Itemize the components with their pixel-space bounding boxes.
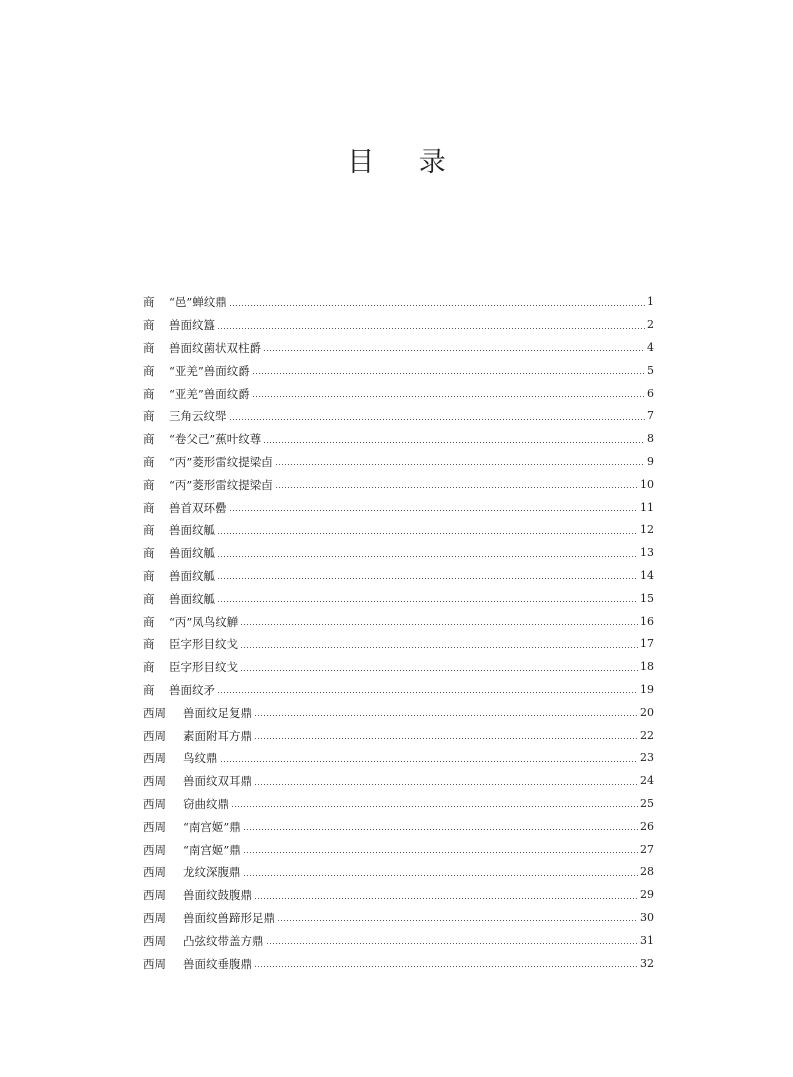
toc-entry-title: 鸟纹鼎 [183,751,218,766]
toc-entry-dynasty: 西周 [143,705,166,720]
toc-entry-title: 兽面纹菌状双柱爵 [169,340,261,355]
toc-entry [143,519,654,542]
toc-entry [143,337,654,360]
toc-entry-dynasty: 商 [143,660,155,675]
toc-entry-dynasty: 商 [143,432,155,447]
dot-leader [217,533,638,534]
toc-entry-page-number: 9 [647,454,654,468]
toc-entry-title: 兽面纹觚 [169,591,215,606]
toc-entry-page-number: 1 [647,295,654,309]
toc-entry-title: “邑”蝉纹鼎 [169,295,227,310]
toc-entry-title: “丙”凤鸟纹觯 [169,614,239,629]
toc-entry [143,405,654,428]
toc-entry-dynasty: 商 [143,591,155,606]
toc-entry-page-number: 2 [647,318,654,332]
toc-entry [143,724,654,747]
toc-entry [143,473,654,496]
dot-leader [217,328,645,329]
toc-entry-dynasty: 西周 [143,888,166,903]
toc-entry-page-number: 31 [640,933,654,947]
dot-leader [231,806,638,807]
toc-entry [143,291,654,314]
toc-entry-title: 三角云纹斝 [169,409,227,424]
toc-entry-title: 兽面纹觚 [169,546,215,561]
dot-leader [229,419,646,420]
toc-entry-dynasty: 西周 [143,774,166,789]
toc-entry-page-number: 23 [640,751,654,765]
toc-entry-title: 兽面纹双耳鼎 [183,774,252,789]
toc-entry-dynasty: 西周 [143,842,166,857]
toc-entry-title: 凸弦纹带盖方鼎 [183,933,264,948]
page-title: 目 录 [347,147,464,178]
toc-entry-title: 兽面纹簋 [169,318,215,333]
toc-entry-dynasty: 商 [143,637,155,652]
dot-leader [217,556,638,557]
toc-entry-title: “卷父己”蕉叶纹尊 [169,432,262,447]
toc-entry-title: 兽面纹觚 [169,523,215,538]
toc-entry-dynasty: 西周 [143,728,166,743]
toc-entry-page-number: 27 [640,842,654,856]
toc-entry-page-number: 18 [640,660,654,674]
toc-entry-dynasty: 西周 [143,819,166,834]
dot-leader [217,578,638,579]
toc-entry-title: 兽面纹足复鼎 [183,705,252,720]
toc-entry-page-number: 8 [647,432,654,446]
dot-leader [243,875,639,876]
toc-entry [143,838,654,861]
toc-entry-dynasty: 西周 [143,796,166,811]
dot-leader [266,943,639,944]
toc-entry-page-number: 29 [640,888,654,902]
toc-entry [143,884,654,907]
toc-entry-title: 龙纹深腹鼎 [183,865,241,880]
toc-entry-page-number: 5 [647,363,654,377]
dot-leader [254,784,638,785]
toc-entry-page-number: 16 [640,614,654,628]
toc-entry-title: 兽面纹鼓腹鼎 [183,888,252,903]
toc-entry-title: 兽面纹垂腹鼎 [183,956,252,971]
toc-entry-dynasty: 商 [143,614,155,629]
toc-entry-page-number: 26 [640,819,654,833]
dot-leader [220,761,639,762]
toc-entry-title: “亚羌”兽面纹爵 [169,386,250,401]
toc-entry [143,610,654,633]
toc-entry-page-number: 11 [640,500,654,514]
dot-leader [240,647,638,648]
toc-entry-dynasty: 商 [143,682,155,697]
toc-entry [143,587,654,610]
dot-leader [229,305,645,306]
dot-leader [254,966,638,967]
toc-entry-page-number: 19 [640,682,654,696]
toc-entry-page-number: 10 [640,477,654,491]
toc-entry [143,770,654,793]
toc-entry-page-number: 28 [640,865,654,879]
toc-entry [143,815,654,838]
dot-leader [254,738,638,739]
toc-entry-dynasty: 商 [143,409,155,424]
toc-entry [143,314,654,337]
toc-entry-title: 兽面纹觚 [169,568,215,583]
toc-entry-page-number: 30 [640,910,654,924]
toc-entry [143,542,654,565]
toc-entry-title: “南宫姬”鼎 [183,819,241,834]
toc-entry-dynasty: 商 [143,340,155,355]
toc-entry-page-number: 25 [640,796,654,810]
toc-entry [143,679,654,702]
toc-entry-page-number: 12 [640,523,654,537]
dot-leader [243,852,638,853]
toc-entry [143,451,654,474]
toc-entry-page-number: 4 [647,340,654,354]
toc-entry [143,656,654,679]
toc-entry-title: 素面附耳方鼎 [183,728,252,743]
toc-entry [143,861,654,884]
toc-entry [143,701,654,724]
toc-entry-dynasty: 商 [143,568,155,583]
toc-entry-dynasty: 商 [143,318,155,333]
toc-entry [143,929,654,952]
dot-leader [277,920,638,921]
dot-leader [252,396,645,397]
toc-entry [143,359,654,382]
dot-leader [275,487,638,488]
toc-entry-title: “丙”菱形雷纹提梁卣 [169,454,273,469]
toc-entry-dynasty: 商 [143,477,155,492]
toc-entry [143,747,654,770]
toc-entry-title: 兽首双环罍 [169,500,227,515]
toc-entry-title: “丙”菱形雷纹提梁卣 [169,477,273,492]
toc-entry-dynasty: 商 [143,386,155,401]
dot-leader [217,601,638,602]
toc-entry-dynasty: 商 [143,454,155,469]
toc-entry-title: “南宫姬”鼎 [183,842,241,857]
toc-entry-dynasty: 西周 [143,933,166,948]
toc-entry-title: 臣字形目纹戈 [169,660,238,675]
dot-leader [254,898,638,899]
dot-leader [240,624,638,625]
dot-leader [229,510,639,511]
toc-entry-dynasty: 商 [143,295,155,310]
toc-entry [143,565,654,588]
toc-entry-title: “亚羌”兽面纹爵 [169,363,250,378]
toc-entry-page-number: 32 [640,956,654,970]
toc-entry [143,793,654,816]
toc-entry-page-number: 15 [640,591,654,605]
toc-entry-page-number: 6 [647,386,654,400]
toc-entry-dynasty: 西周 [143,751,166,766]
dot-leader [217,692,638,693]
dot-leader [275,464,645,465]
table-of-contents [143,291,654,975]
toc-entry [143,633,654,656]
toc-entry-page-number: 20 [640,705,654,719]
toc-entry-title: 窃曲纹鼎 [183,796,229,811]
toc-entry-title: 臣字形目纹戈 [169,637,238,652]
dot-leader [252,373,645,374]
toc-entry-dynasty: 商 [143,500,155,515]
toc-entry-page-number: 13 [640,546,654,560]
toc-entry [143,496,654,519]
toc-entry [143,907,654,930]
dot-leader [243,829,638,830]
toc-entry-dynasty: 西周 [143,910,166,925]
dot-leader [263,350,645,351]
toc-entry-page-number: 14 [640,568,654,582]
toc-entry-page-number: 22 [640,728,654,742]
toc-entry-page-number: 24 [640,774,654,788]
toc-entry [143,952,654,975]
toc-entry-page-number: 7 [647,409,654,423]
dot-leader [254,715,638,716]
dot-leader [240,670,638,671]
toc-entry-dynasty: 商 [143,523,155,538]
toc-entry-page-number: 17 [640,637,654,651]
toc-entry-dynasty: 商 [143,546,155,561]
toc-entry-title: 兽面纹矛 [169,682,215,697]
toc-entry-title: 兽面纹兽蹄形足鼎 [183,910,275,925]
toc-entry-dynasty: 西周 [143,956,166,971]
toc-entry-dynasty: 西周 [143,865,166,880]
dot-leader [263,442,645,443]
toc-entry-dynasty: 商 [143,363,155,378]
toc-entry [143,382,654,405]
toc-entry [143,428,654,451]
